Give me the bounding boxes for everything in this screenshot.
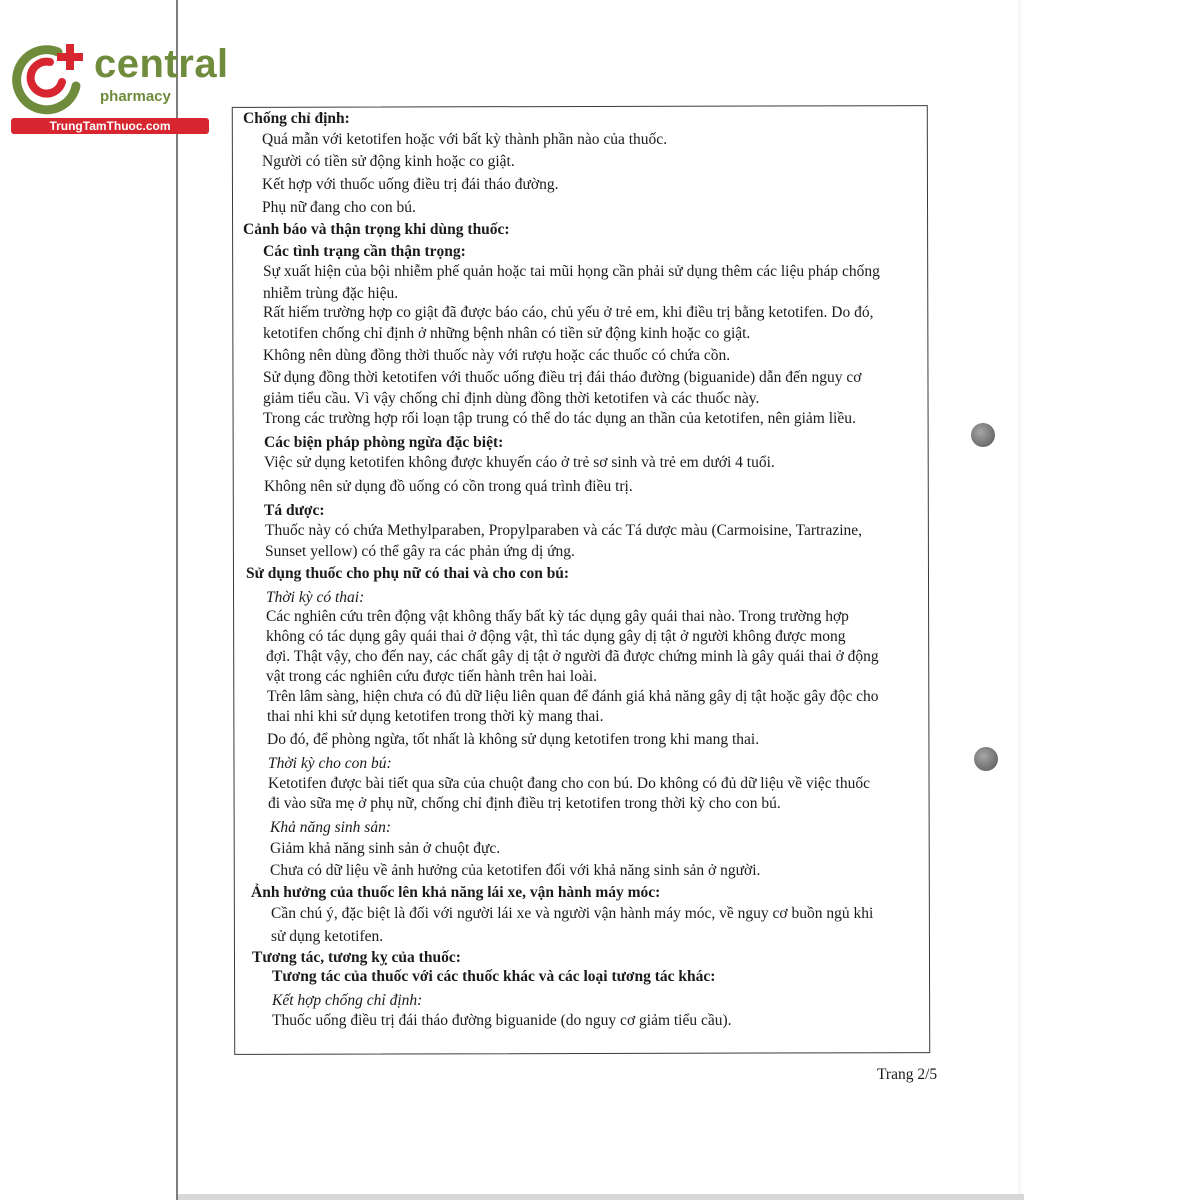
text-line: Không nên dùng đồng thời thuốc này với rượu hoặc các thuốc có chứa cồn. [263, 347, 731, 364]
text-line: Sử dụng đồng thời ketotifen với thuốc uống điều trị đái tháo đường (biguanide) dẫn đến nguy cơ [263, 369, 862, 386]
central-pharmacy-logo [8, 36, 229, 136]
subheading-caution: Các tình trạng cần thận trọng: [263, 243, 466, 260]
text-line: Phụ nữ đang cho con bú. [262, 199, 416, 216]
subheading-lactation: Thời kỳ cho con bú: [268, 755, 392, 772]
text-line: Rất hiếm trường hợp co giật đã được báo cáo, chủ yếu ở trẻ em, khi điều trị bằng ketotifen. Do đó, [263, 304, 874, 321]
text-line: đi vào sữa mẹ ở phụ nữ, chống chỉ định điều trị ketotifen trong thời kỳ cho con bú. [268, 795, 781, 812]
text-line: Thuốc này có chứa Methylparaben, Propylparaben và các Tá dược màu (Carmoisine, Tartrazine, [265, 522, 863, 539]
text-line: Do đó, để phòng ngừa, tốt nhất là không sử dụng ketotifen trong khi mang thai. [267, 731, 760, 748]
text-line: Chưa có dữ liệu về ảnh hưởng của ketotifen đối với khả năng sinh sản ở người. [270, 862, 761, 879]
subheading-fertility: Khả năng sinh sản: [270, 819, 391, 836]
pharmacy-cross-logo-icon [10, 38, 90, 116]
brand-subtitle: pharmacy [100, 88, 171, 105]
text-line: Trong các trường hợp rối loạn tập trung có thể do tác dụng an thần của ketotifen, nên giảm liều. [263, 410, 856, 427]
heading-interactions: Tương tác, tương kỵ của thuốc: [252, 949, 461, 966]
text-line: thai nhi khi sử dụng ketotifen trong thời kỳ mang thai. [267, 708, 604, 725]
page-number: Trang 2/5 [877, 1066, 938, 1083]
subheading-precautions: Các biện pháp phòng ngừa đặc biệt: [264, 434, 504, 451]
text-line: Cần chú ý, đặc biệt là đối với người lái xe và người vận hành máy móc, về nguy cơ buồn ngủ khi [271, 905, 874, 922]
text-line: không có tác dụng gây quái thai ở động vật, thì tác dụng gây dị tật ở người không được mong [266, 628, 846, 645]
text-line: Thuốc uống điều trị đái tháo đường biguanide (do nguy cơ giảm tiểu cầu). [272, 1012, 732, 1029]
subheading-pregnancy: Thời kỳ có thai: [266, 589, 365, 606]
brand-name: central [94, 42, 229, 86]
scan-bottom-strip [178, 1194, 1024, 1200]
text-line: ketotifen chống chỉ định ở những bệnh nhân có tiền sử động kinh hoặc co giật. [263, 325, 751, 342]
subheading-contraindicated-combination: Kết hợp chống chỉ định: [272, 992, 423, 1009]
text-line: Giảm khả năng sinh sản ở chuột đực. [270, 840, 501, 857]
text-line: Các nghiên cứu trên động vật không thấy bất kỳ tác dụng gây quái thai nào. Trong trường hợp [266, 608, 849, 625]
scan-page-edge [176, 0, 178, 1200]
text-line: Quá mẫn với ketotifen hoặc với bất kỳ thành phần nào của thuốc. [262, 131, 668, 148]
text-line: Trên lâm sàng, hiện chưa có đủ dữ liệu liên quan để đánh giá khả năng gây dị tật hoặc gây độc cho [267, 688, 879, 705]
subheading-excipients: Tá dược: [264, 502, 325, 519]
text-line: giảm tiểu cầu. Vì vậy chống chỉ định dùng đồng thời ketotifen và các thuốc này. [263, 390, 760, 407]
scan-right-shade [1018, 0, 1024, 1200]
heading-contraindications: Chống chỉ định: [243, 110, 350, 127]
punch-hole [974, 747, 998, 771]
text-line: Ketotifen được bài tiết qua sữa của chuột đang cho con bú. Do không có đủ dữ liệu về việc thuốc [268, 775, 870, 792]
punch-hole [971, 423, 995, 447]
text-line: Người có tiền sử động kinh hoặc co giật. [262, 153, 515, 170]
heading-pregnancy-lactation: Sử dụng thuốc cho phụ nữ có thai và cho con bú: [246, 565, 570, 582]
text-line: Việc sử dụng ketotifen không được khuyến cáo ở trẻ sơ sinh và trẻ em dưới 4 tuổi. [264, 454, 775, 471]
text-line: nhiễm trùng đặc hiệu. [263, 285, 399, 302]
text-line: Kết hợp với thuốc uống điều trị đái tháo đường. [262, 176, 559, 193]
subheading-drug-interactions: Tương tác của thuốc với các thuốc khác và các loại tương tác khác: [272, 968, 716, 985]
heading-driving: Ảnh hưởng của thuốc lên khả năng lái xe, vận hành máy móc: [251, 884, 661, 901]
heading-warnings: Cảnh báo và thận trọng khi dùng thuốc: [243, 221, 510, 238]
text-line: sử dụng ketotifen. [271, 928, 384, 945]
brand-url-banner: TrungTamThuoc.com [11, 118, 209, 134]
text-line: đợi. Thật vậy, cho đến nay, các chất gây dị tật ở người đã được chứng minh là gây quái thai ở động [266, 648, 879, 665]
text-line: vật trong các nghiên cứu được tiến hành trên hai loài. [266, 668, 598, 685]
text-line: Sự xuất hiện của bội nhiễm phế quản hoặc tai mũi họng cần phải sử dụng thêm các liệu pháp chống [263, 263, 880, 280]
text-line: Sunset yellow) có thể gây ra các phản ứng dị ứng. [265, 543, 575, 560]
text-line: Không nên sử dụng đồ uống có cồn trong quá trình điều trị. [264, 478, 633, 495]
